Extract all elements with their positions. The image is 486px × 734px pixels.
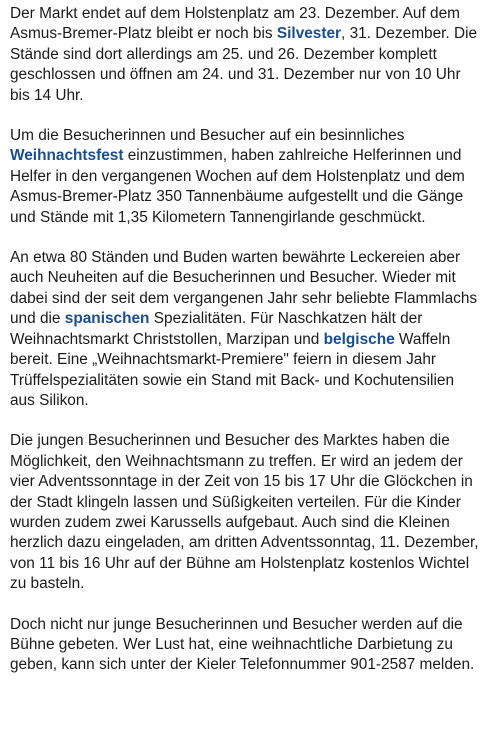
paragraph-text: Doch nicht nur junge Besucherinnen und Besucher werden auf die Bühne gebeten. Wer Lust hat, eine weihnachtliche Darbietung zu geben, kann sich unter der Kieler Telefonnummer 901-2587 melden. <box>10 615 475 674</box>
article-body <box>10 4 482 696</box>
paragraph-text: Um die Besucherinnen und Besucher auf ein besinnliches <box>10 127 405 145</box>
paragraph-text: An etwa 80 Ständen und Buden warten bewährte Leckereien aber auch Neuheiten auf die Besucherinnen und Besucher. Wieder mit dabei sind der seit dem vergangenen Jahr sehr beliebte Flammlachs und die <box>10 249 478 328</box>
paragraph-text: , 31. Dezember. Die Stände sind dort allerdings am 25. und 26. Dezember komplett geschlossen und öffnen am 24. und 31. Dezember nur von 10 Uhr bis 14 Uhr. <box>10 25 478 104</box>
paragraph-text: Spezialitäten. Für Naschkatzen hält der Weihnachtsmarkt Christstollen, Marzipan und <box>10 310 423 348</box>
paragraph-decoration <box>10 126 482 228</box>
paragraph-children <box>10 431 482 594</box>
paragraph-text: einzustimmen, haben zahlreiche Helferinnen und Helfer in den vergangenen Wochen auf dem Holstenplatz und dem Asmus-Bremer-Platz 350 Tannenbäume aufgestellt und die Gänge und Stände mit 1,35 Kilometern Tannengirlande geschmückt. <box>10 147 465 226</box>
paragraph-stands <box>10 248 482 411</box>
paragraph-stage <box>10 615 482 676</box>
link-silvester[interactable]: Silvester <box>276 25 342 43</box>
paragraph-text: Waffeln bereit. Eine „Weihnachtsmarkt-Premiere" feiern in diesem Jahr Trüffelspezialitäten sowie ein Stand mit Back- und Kochutensilien aus Silikon. <box>10 330 455 409</box>
link-belgische[interactable]: belgische <box>323 330 395 348</box>
paragraph-text: Die jungen Besucherinnen und Besucher des Marktes haben die Möglichkeit, den Weihnachtsmann zu treffen. Er wird an jedem der vier Adventssonntage in der Zeit von 15 bis 17 Uhr die Glöckchen in der Stadt klingeln lassen und Süßigkeiten verteilen. Für die Kinder wurden zudem zwei Karussells aufgebaut. Auch sind die Kleinen herzlich dazu eingeladen, am dritten Adventssonntag, 11. Dezember, von 11 bis 16 Uhr auf der Bühne am Holstenplatz kostenlos Wichtel zu basteln. <box>10 432 479 593</box>
link-weihnachtsfest[interactable]: Weihnachtsfest <box>10 147 124 165</box>
link-spanischen[interactable]: spanischen <box>64 310 150 328</box>
paragraph-market-dates <box>10 4 482 106</box>
paragraph-text: Der Markt endet auf dem Holstenplatz am 23. Dezember. Auf dem Asmus-Bremer-Platz bleibt er noch bis <box>10 5 460 43</box>
